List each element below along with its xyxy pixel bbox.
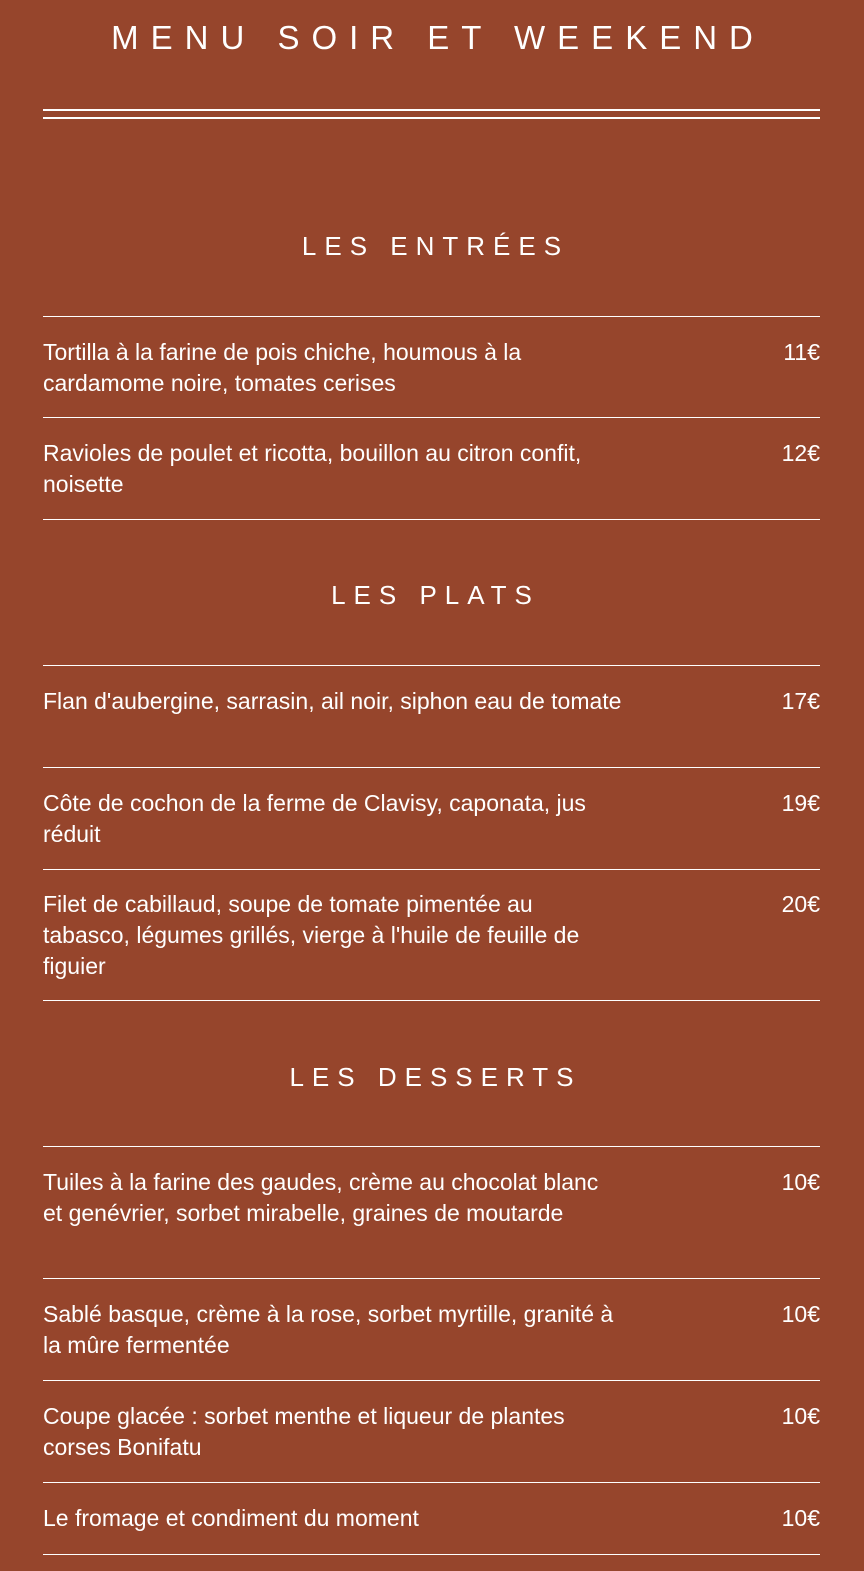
item-description: Filet de cabillaud, soupe de tomate pimentée au tabasco, légumes grillés, vierge à l'huile de feuille de figuier [43, 891, 580, 979]
item-price: 10€ [781, 1403, 820, 1429]
section-title-plats: LES PLATS [331, 580, 540, 610]
item-price: 17€ [781, 688, 820, 714]
item-description: Coupe glacée : sorbet menthe et liqueur de plantes corses Bonifatu [43, 1403, 565, 1460]
item-price: 10€ [781, 1301, 820, 1327]
item-description: Tuiles à la farine des gaudes, crème au chocolat blanc et genévrier, sorbet mirabelle, graines de moutarde [43, 1169, 599, 1226]
divider [43, 519, 820, 520]
item-description: Flan d'aubergine, sarrasin, ail noir, siphon eau de tomate [43, 688, 622, 714]
divider [43, 767, 820, 768]
item-price: 19€ [781, 790, 820, 816]
divider [43, 1380, 820, 1381]
item-description: Côte de cochon de la ferme de Clavisy, caponata, jus réduit [43, 790, 586, 847]
item-description: Le fromage et condiment du moment [43, 1505, 419, 1531]
divider [43, 869, 820, 870]
divider [43, 1482, 820, 1483]
title-divider-bottom [43, 117, 820, 119]
section-title-desserts: LES DESSERTS [289, 1062, 582, 1092]
item-price: 20€ [781, 891, 820, 917]
divider [43, 1146, 820, 1147]
divider [43, 665, 820, 666]
item-price: 10€ [781, 1169, 820, 1195]
divider [43, 1278, 820, 1279]
title-divider-top [43, 109, 820, 111]
section-title-entrees: LES ENTRÉES [301, 231, 570, 261]
item-price: 11€ [783, 339, 820, 365]
item-price: 12€ [781, 440, 820, 466]
item-description: Tortilla à la farine de pois chiche, houmous à la cardamome noire, tomates cerises [43, 339, 522, 396]
item-price: 10€ [781, 1505, 820, 1531]
menu-title: MENU SOIR ET WEEKEND [111, 19, 765, 56]
divider [43, 417, 820, 418]
divider [43, 1554, 820, 1555]
divider [43, 316, 820, 317]
item-description: Sablé basque, crème à la rose, sorbet myrtille, granité à la mûre fermentée [43, 1301, 614, 1358]
divider [43, 1000, 820, 1001]
item-description: Ravioles de poulet et ricotta, bouillon au citron confit, noisette [43, 440, 582, 497]
